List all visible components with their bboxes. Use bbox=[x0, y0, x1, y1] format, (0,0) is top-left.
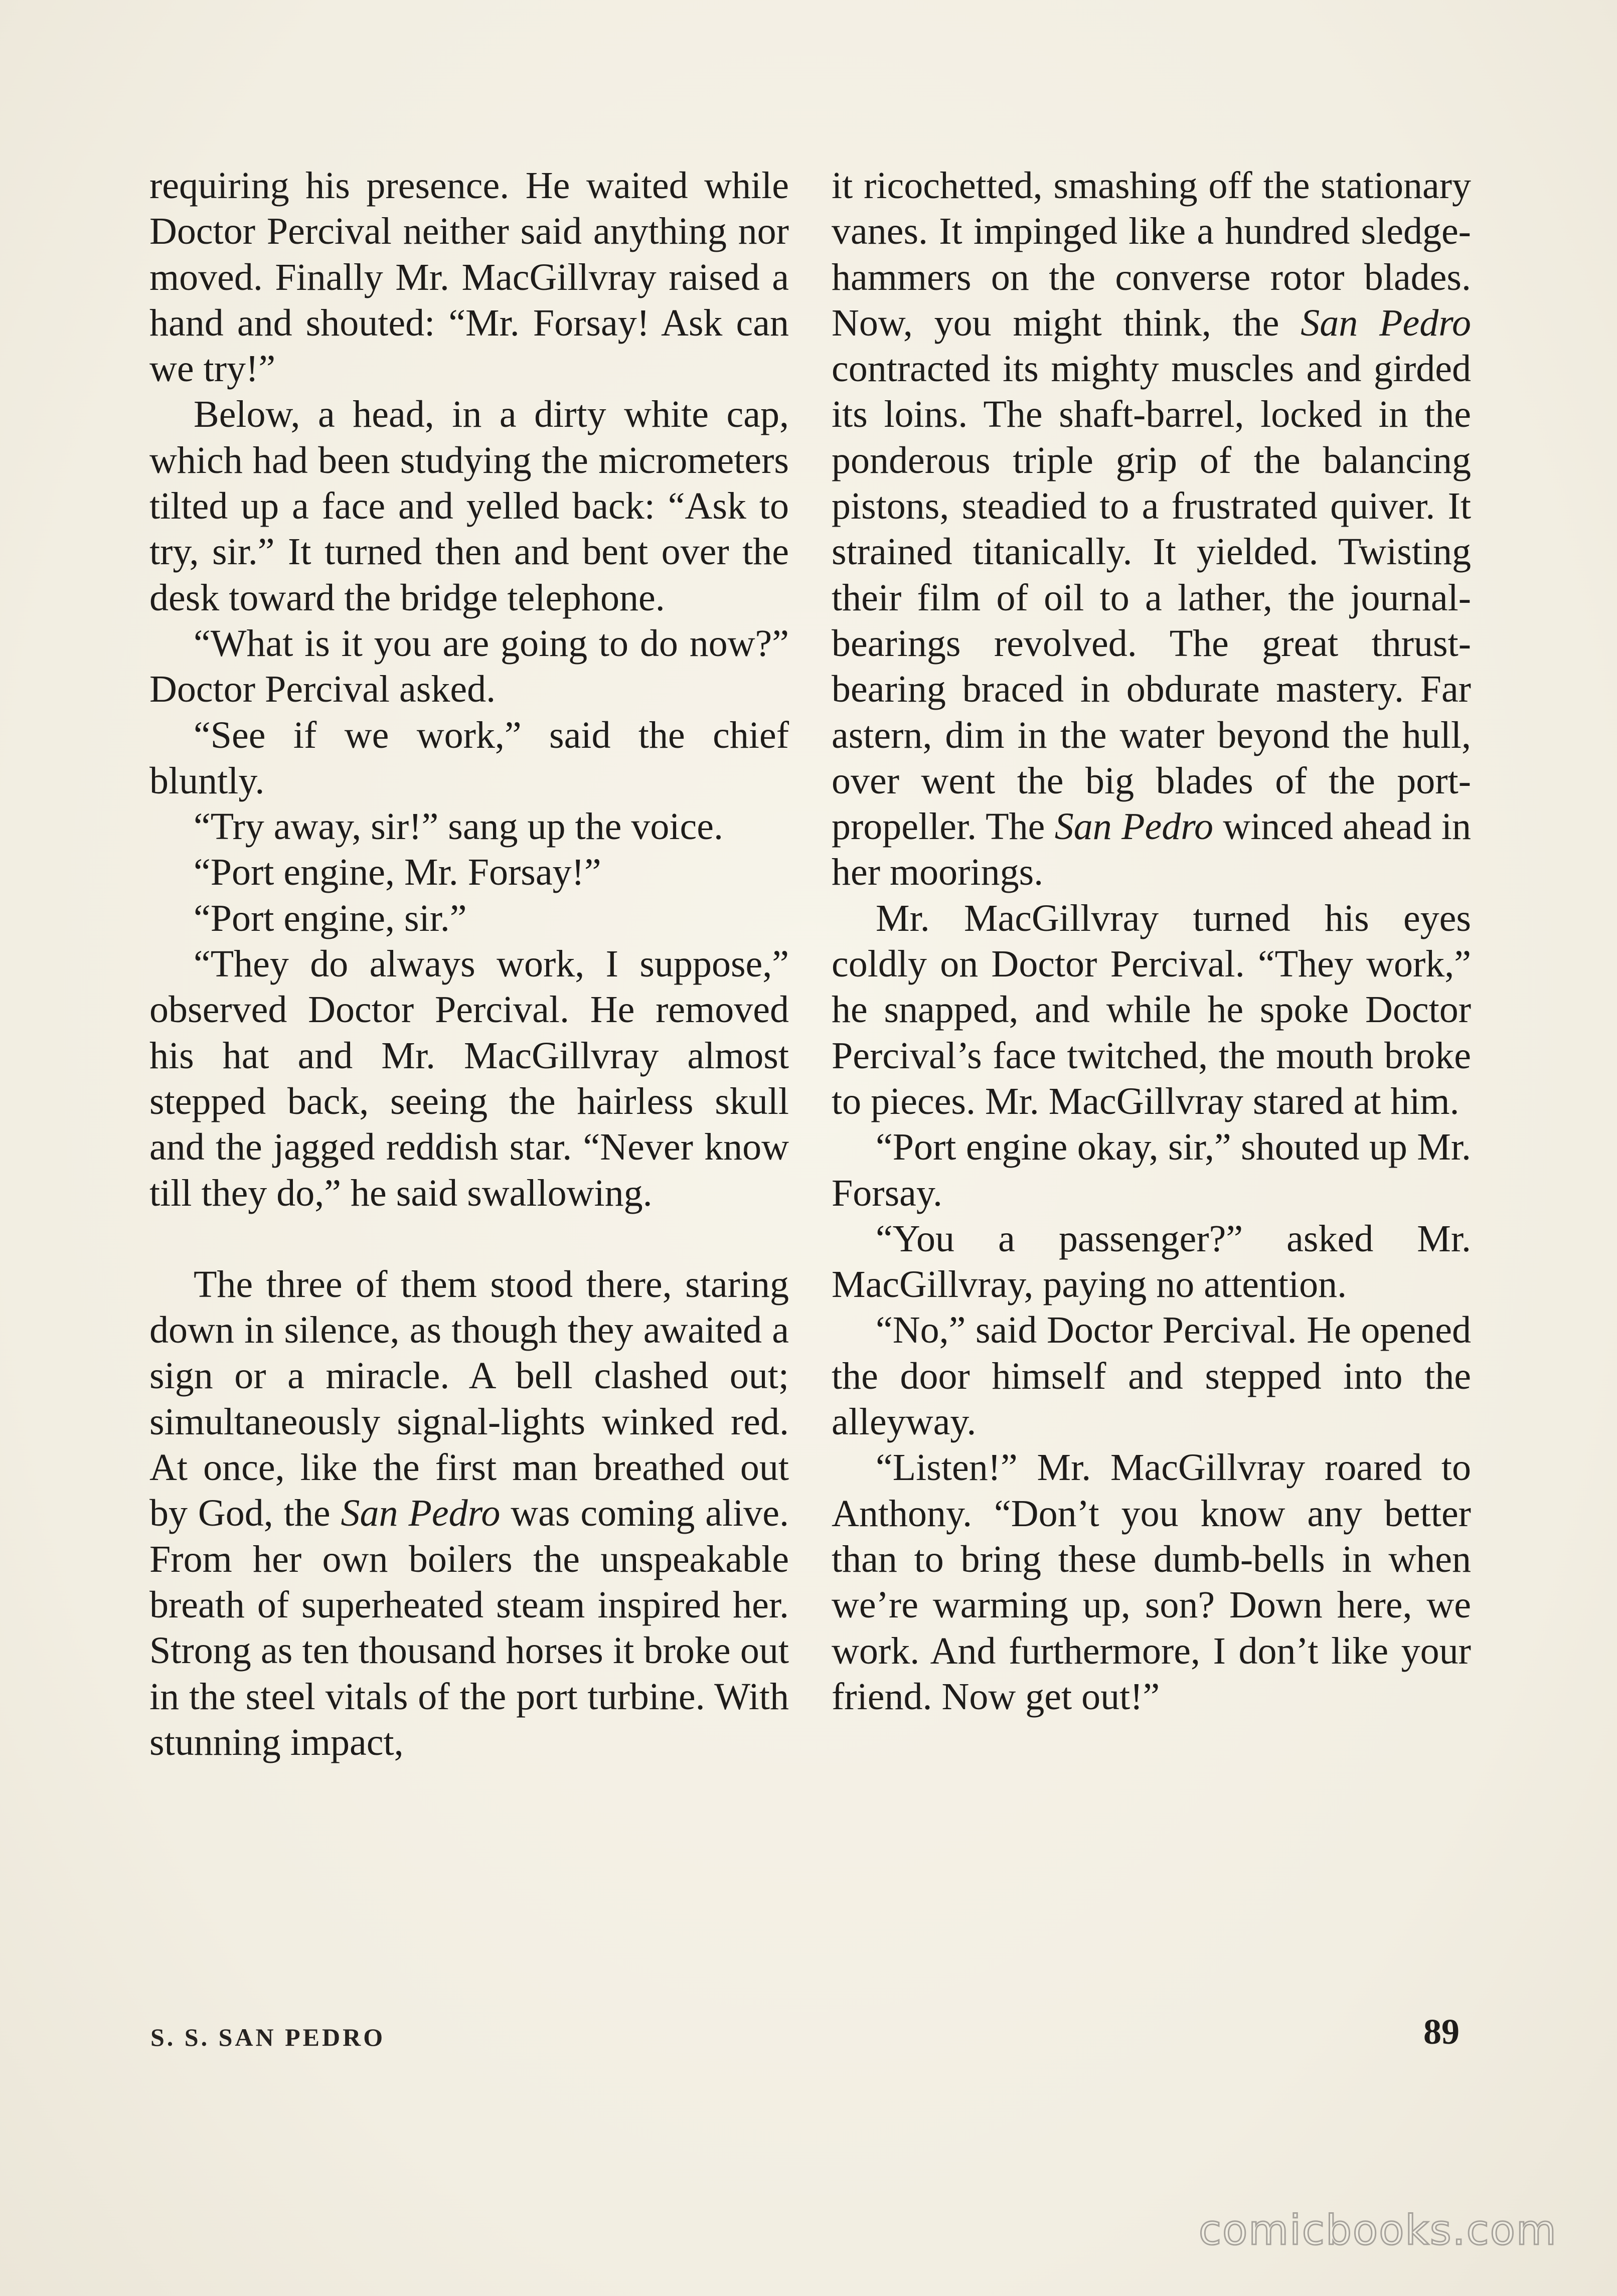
running-title: S. S. SAN PEDRO bbox=[150, 2023, 386, 2051]
page-number: 89 bbox=[1423, 2012, 1460, 2052]
text-run: contracted its mighty muscles and girded its loins. The shaft-barrel, locked in the ponderous triple grip of the balancing pistons, steadied to a frustrated quiver. It strained titanically. It yielded. Twisting their film of oil to a lather, the journal-bearings revolved. The great thrust-bearing braced in obdurate mastery. Far astern, dim in the water beyond the hull, over went the big blades of the port-propeller. The bbox=[832, 348, 1471, 848]
text-run: The three of them stood there, staring down in silence, as though they awaited a sign or a miracle. A bell clashed out; simultaneously signal-lights winked red. At once, like the first man breathed out by God, the bbox=[149, 1263, 789, 1535]
text-run: was coming alive. From her own boilers the unspeakable breath of superheated steam inspired her. Strong as ten thousand horses it broke out in the steel vitals of the port turbine. With stunning impact, bbox=[149, 1492, 789, 1763]
left-column bbox=[149, 163, 789, 1765]
paragraph bbox=[149, 1262, 789, 1765]
paragraph: “What is it you are going to do now?” Doctor Percival asked. bbox=[149, 622, 789, 711]
paragraph: “No,” said Doctor Percival. He opened the door himself and stepped into the alleyway. bbox=[832, 1309, 1471, 1443]
paragraph: “They do always work, I suppose,” observed Doctor Percival. He removed his hat and Mr. MacGillvray almost stepped back, seeing the hairless skull and the jagged reddish star. “Never know till they do,” he said swallowing. bbox=[149, 943, 789, 1214]
text-run: winced ahead in her moorings. bbox=[832, 805, 1471, 894]
paragraph: requiring his presence. He waited while Doctor Percival neither said anything nor moved. Finally Mr. MacGillvray raised a hand and shouted: “Mr. Forsay! Ask can we try!” bbox=[149, 165, 789, 390]
paragraph: “Try away, sir!” sang up the voice. bbox=[194, 805, 723, 848]
text-run: it ricochetted, smashing off the stationary vanes. It impinged like a hundred sledge-hammers on the converse rotor blades. Now, you might think, the bbox=[832, 165, 1471, 344]
ship-name: San Pedro bbox=[1301, 301, 1471, 344]
paragraph: Below, a head, in a dirty white cap, which had been studying the micrometers tilted up a face and yelled back: “Ask to try, sir.” It turned then and bent over the desk toward the bridge telephone. bbox=[149, 393, 789, 619]
ship-name: San Pedro bbox=[341, 1492, 501, 1535]
watermark-logo: comicbooks.com bbox=[1199, 2207, 1557, 2254]
right-column bbox=[832, 163, 1471, 1720]
ship-name: San Pedro bbox=[1054, 805, 1214, 848]
paragraph bbox=[832, 163, 1471, 896]
paragraph: “See if we work,” said the chief bluntly. bbox=[149, 714, 789, 802]
paragraph: “You a passenger?” asked Mr. MacGillvray, paying no attention. bbox=[832, 1217, 1471, 1306]
paragraph: “Port engine, sir.” bbox=[194, 897, 467, 939]
paragraph: “Port engine, Mr. Forsay!” bbox=[194, 851, 601, 894]
paragraph: “Listen!” Mr. MacGillvray roared to Anthony. “Don’t you know any better than to bring these dumb-bells in when we’re warming up, son? Down here, we work. And furthermore, I don’t like your friend. Now get out!” bbox=[832, 1446, 1471, 1718]
paragraph: Mr. MacGillvray turned his eyes coldly on Doctor Percival. “They work,” he snapped, and while he spoke Doctor Percival’s face twitched, the mouth broke to pieces. Mr. MacGillvray stared at him. bbox=[832, 897, 1471, 1122]
paragraph: “Port engine okay, sir,” shouted up Mr. Forsay. bbox=[832, 1126, 1471, 1214]
